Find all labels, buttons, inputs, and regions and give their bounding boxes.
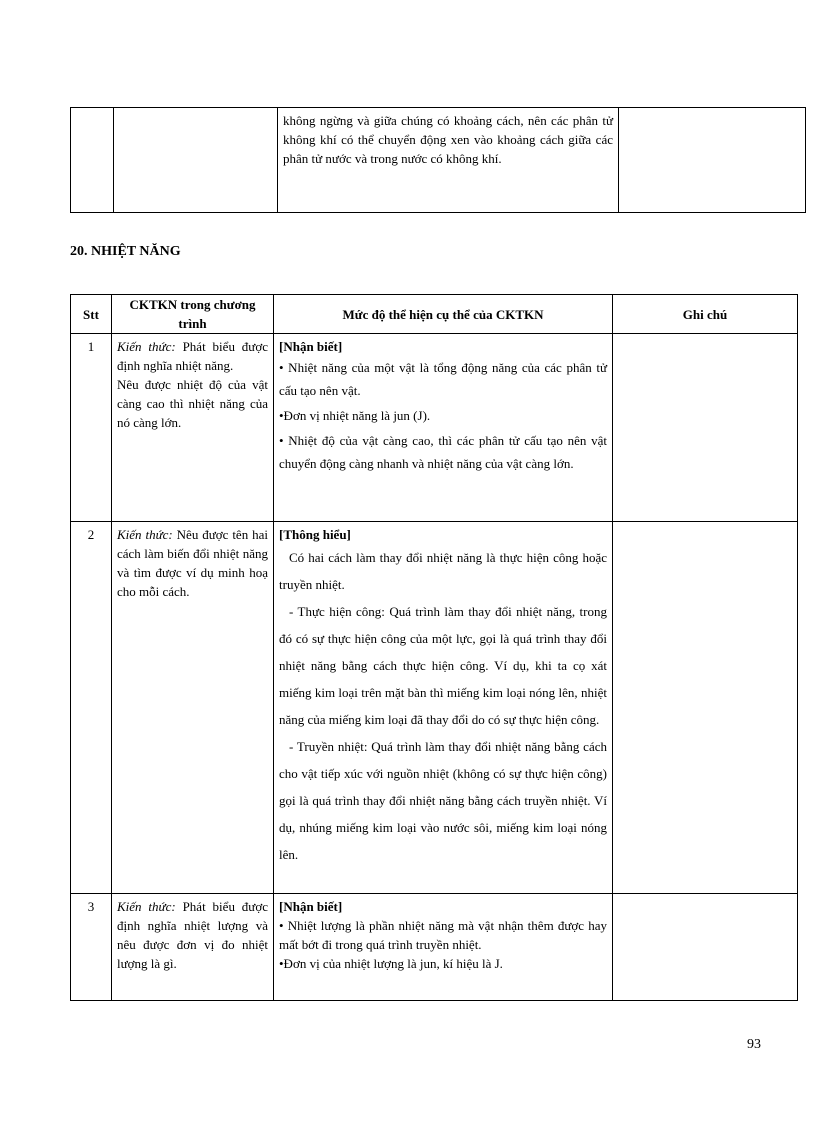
table-row: [71, 334, 798, 522]
table-header-row: [71, 295, 798, 334]
detail-item: • Nhiệt lượng là phần nhiệt năng mà vật nhận thêm được hay mất bớt đi trong quá trình truyền nhiệt.: [279, 918, 607, 952]
row-stt: 1: [71, 334, 112, 522]
page-number: 93: [747, 1037, 761, 1052]
level-label: [Thông hiểu]: [279, 527, 351, 542]
section-title: 20. NHIỆT NĂNG: [70, 244, 181, 259]
continued-table: [70, 107, 806, 213]
table-row: [71, 108, 806, 213]
cell-note: [619, 108, 806, 213]
table-row: [71, 522, 798, 894]
criteria-text: Nêu được tên hai cách làm biến đổi nhiệt năng và tìm được ví dụ minh hoạ cho mỗi cách.: [117, 527, 268, 599]
row-stt: 2: [71, 522, 112, 894]
cell-stt: [71, 108, 114, 213]
header-criteria: CKTKN trong chương trình: [112, 295, 274, 334]
criteria-label: Kiến thức:: [117, 339, 176, 354]
row-note: [613, 334, 798, 522]
detail-item: - Truyền nhiệt: Quá trình làm thay đổi nhiệt năng bằng cách cho vật tiếp xúc với nguồn nhiệt (không có sự thực hiện công) gọi là quá trình thay đổi nhiệt năng bằng cách truyền nhiệt. Ví dụ, nhúng miếng kim loại vào nước sôi, miếng kim loại nóng lên.: [279, 739, 607, 862]
detail-item: • Nhiệt độ của vật càng cao, thì các phân tử cấu tạo nên vật chuyển động càng nhanh và nhiệt năng của vật càng lớn.: [279, 433, 607, 471]
detail-item: •Đơn vị nhiệt năng là jun (J).: [279, 408, 431, 423]
header-note: Ghi chú: [613, 295, 798, 334]
row-detail: [274, 334, 613, 522]
level-label: [Nhận biết]: [279, 339, 343, 354]
detail-item: Có hai cách làm thay đổi nhiệt năng là thực hiện công hoặc truyền nhiệt.: [279, 550, 607, 592]
criteria-label: Kiến thức:: [117, 899, 176, 914]
table-row: [71, 894, 798, 1001]
row-criteria: [112, 522, 274, 894]
row-criteria: [112, 334, 274, 522]
row-detail: [274, 894, 613, 1001]
detail-item: - Thực hiện công: Quá trình làm thay đổi nhiệt năng, trong đó có sự thực hiện công của một lực, gọi là quá trình thay đổi nhiệt năng bằng cách thực hiện công. Ví dụ, khi ta cọ xát miếng kim loại trên mặt bàn thì miếng kim loại nóng lên, nhiệt năng của miếng kim loại đã thay đổi do có sự thực hiện công.: [279, 604, 607, 727]
main-table: [70, 294, 798, 1001]
row-criteria: [112, 894, 274, 1001]
row-note: [613, 522, 798, 894]
header-stt: Stt: [71, 295, 112, 334]
continued-text: không ngừng và giữa chúng có khoảng cách, nên các phân tử không khí có thể chuyển động xen vào khoảng cách giữa các phân tử nước và trong nước có không khí.: [283, 113, 613, 166]
detail-item: • Nhiệt năng của một vật là tổng động năng của các phân tử cấu tạo nên vật.: [279, 360, 607, 398]
cell-criteria: [114, 108, 278, 213]
row-detail: [274, 522, 613, 894]
cell-detail: [278, 108, 619, 213]
criteria-text-2: Nêu được nhiệt độ của vật càng cao thì nhiệt năng của nó càng lớn.: [117, 377, 268, 430]
row-note: [613, 894, 798, 1001]
criteria-text: Phát biểu được định nghĩa nhiệt lượng và nêu được đơn vị đo nhiệt lượng là gì.: [117, 899, 268, 971]
level-label: [Nhận biết]: [279, 899, 343, 914]
row-stt: 3: [71, 894, 112, 1001]
criteria-text: Phát biểu được định nghĩa nhiệt năng.: [117, 339, 268, 373]
detail-item: •Đơn vị của nhiệt lượng là jun, kí hiệu là J.: [279, 956, 503, 971]
header-detail: Mức độ thể hiện cụ thể của CKTKN: [274, 295, 613, 334]
criteria-label: Kiến thức:: [117, 527, 173, 542]
